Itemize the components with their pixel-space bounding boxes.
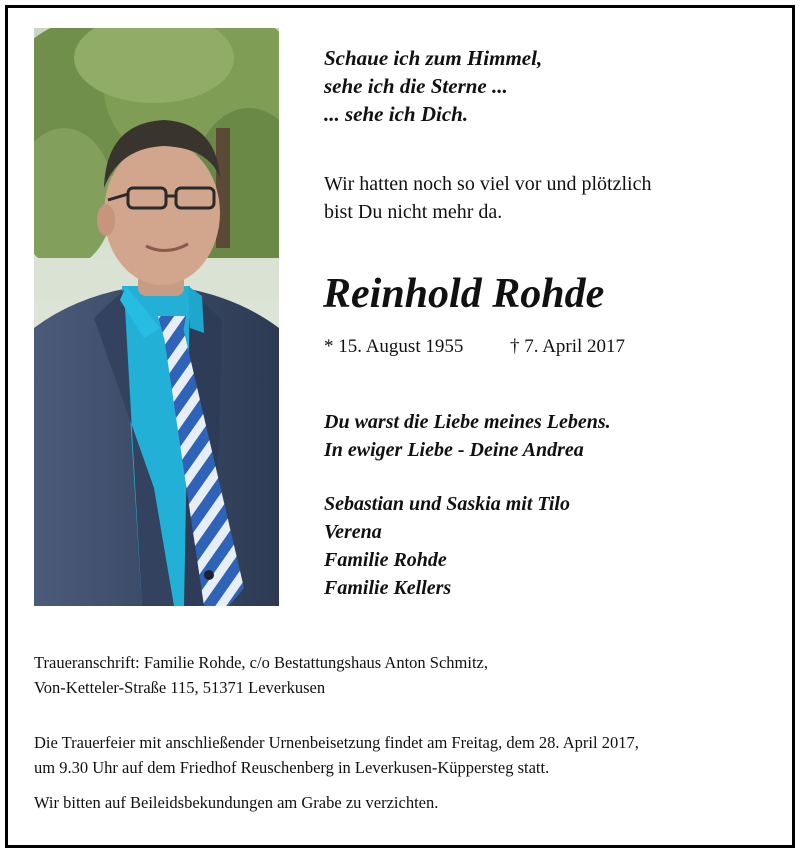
motto-line: sehe ich die Sterne ... bbox=[324, 74, 508, 98]
motto-line: Schaue ich zum Himmel, bbox=[324, 46, 543, 70]
address-line: Von-Ketteler-Straße 115, 51371 Leverkusen bbox=[34, 678, 326, 697]
mourner-entry: Verena bbox=[324, 521, 382, 543]
mourner-entry: Familie Rohde bbox=[324, 549, 447, 571]
deceased-name: Reinhold Rohde bbox=[323, 271, 605, 317]
mourner-entry: Familie Kellers bbox=[324, 577, 452, 599]
intro-line: Wir hatten noch so viel vor und plötzlich bbox=[324, 173, 652, 195]
birth-date: * 15. August 1955 bbox=[324, 336, 464, 357]
intro-text bbox=[324, 170, 651, 226]
motto-verse bbox=[324, 44, 542, 128]
dedication-line: In ewiger Liebe - Deine Andrea bbox=[324, 439, 584, 461]
intro-line: bist Du nicht mehr da. bbox=[324, 201, 503, 223]
address-line: Traueranschrift: Familie Rohde, c/o Bestattungshaus Anton Schmitz, bbox=[34, 653, 488, 672]
portrait-photo bbox=[34, 28, 279, 606]
life-dates bbox=[324, 334, 626, 360]
mourner-entry: Sebastian und Saskia mit Tilo bbox=[324, 493, 570, 515]
ceremony-line: um 9.30 Uhr auf dem Friedhof Reuschenberg in Leverkusen-Küppersteg statt. bbox=[34, 758, 550, 777]
dedication-line: Du warst die Liebe meines Lebens. bbox=[324, 411, 611, 433]
mourning-address bbox=[34, 650, 488, 700]
dedication-text bbox=[324, 408, 611, 464]
motto-line: ... sehe ich Dich. bbox=[324, 102, 469, 126]
condolence-request: Wir bitten auf Beileidsbekundungen am Grabe zu verzichten. bbox=[34, 793, 439, 812]
mourners-list bbox=[324, 490, 570, 602]
death-date: † 7. April 2017 bbox=[510, 336, 626, 357]
ceremony-line: Die Trauerfeier mit anschließender Urnenbeisetzung findet am Freitag, dem 28. April 2017, bbox=[34, 733, 639, 752]
ceremony-info bbox=[34, 730, 639, 780]
